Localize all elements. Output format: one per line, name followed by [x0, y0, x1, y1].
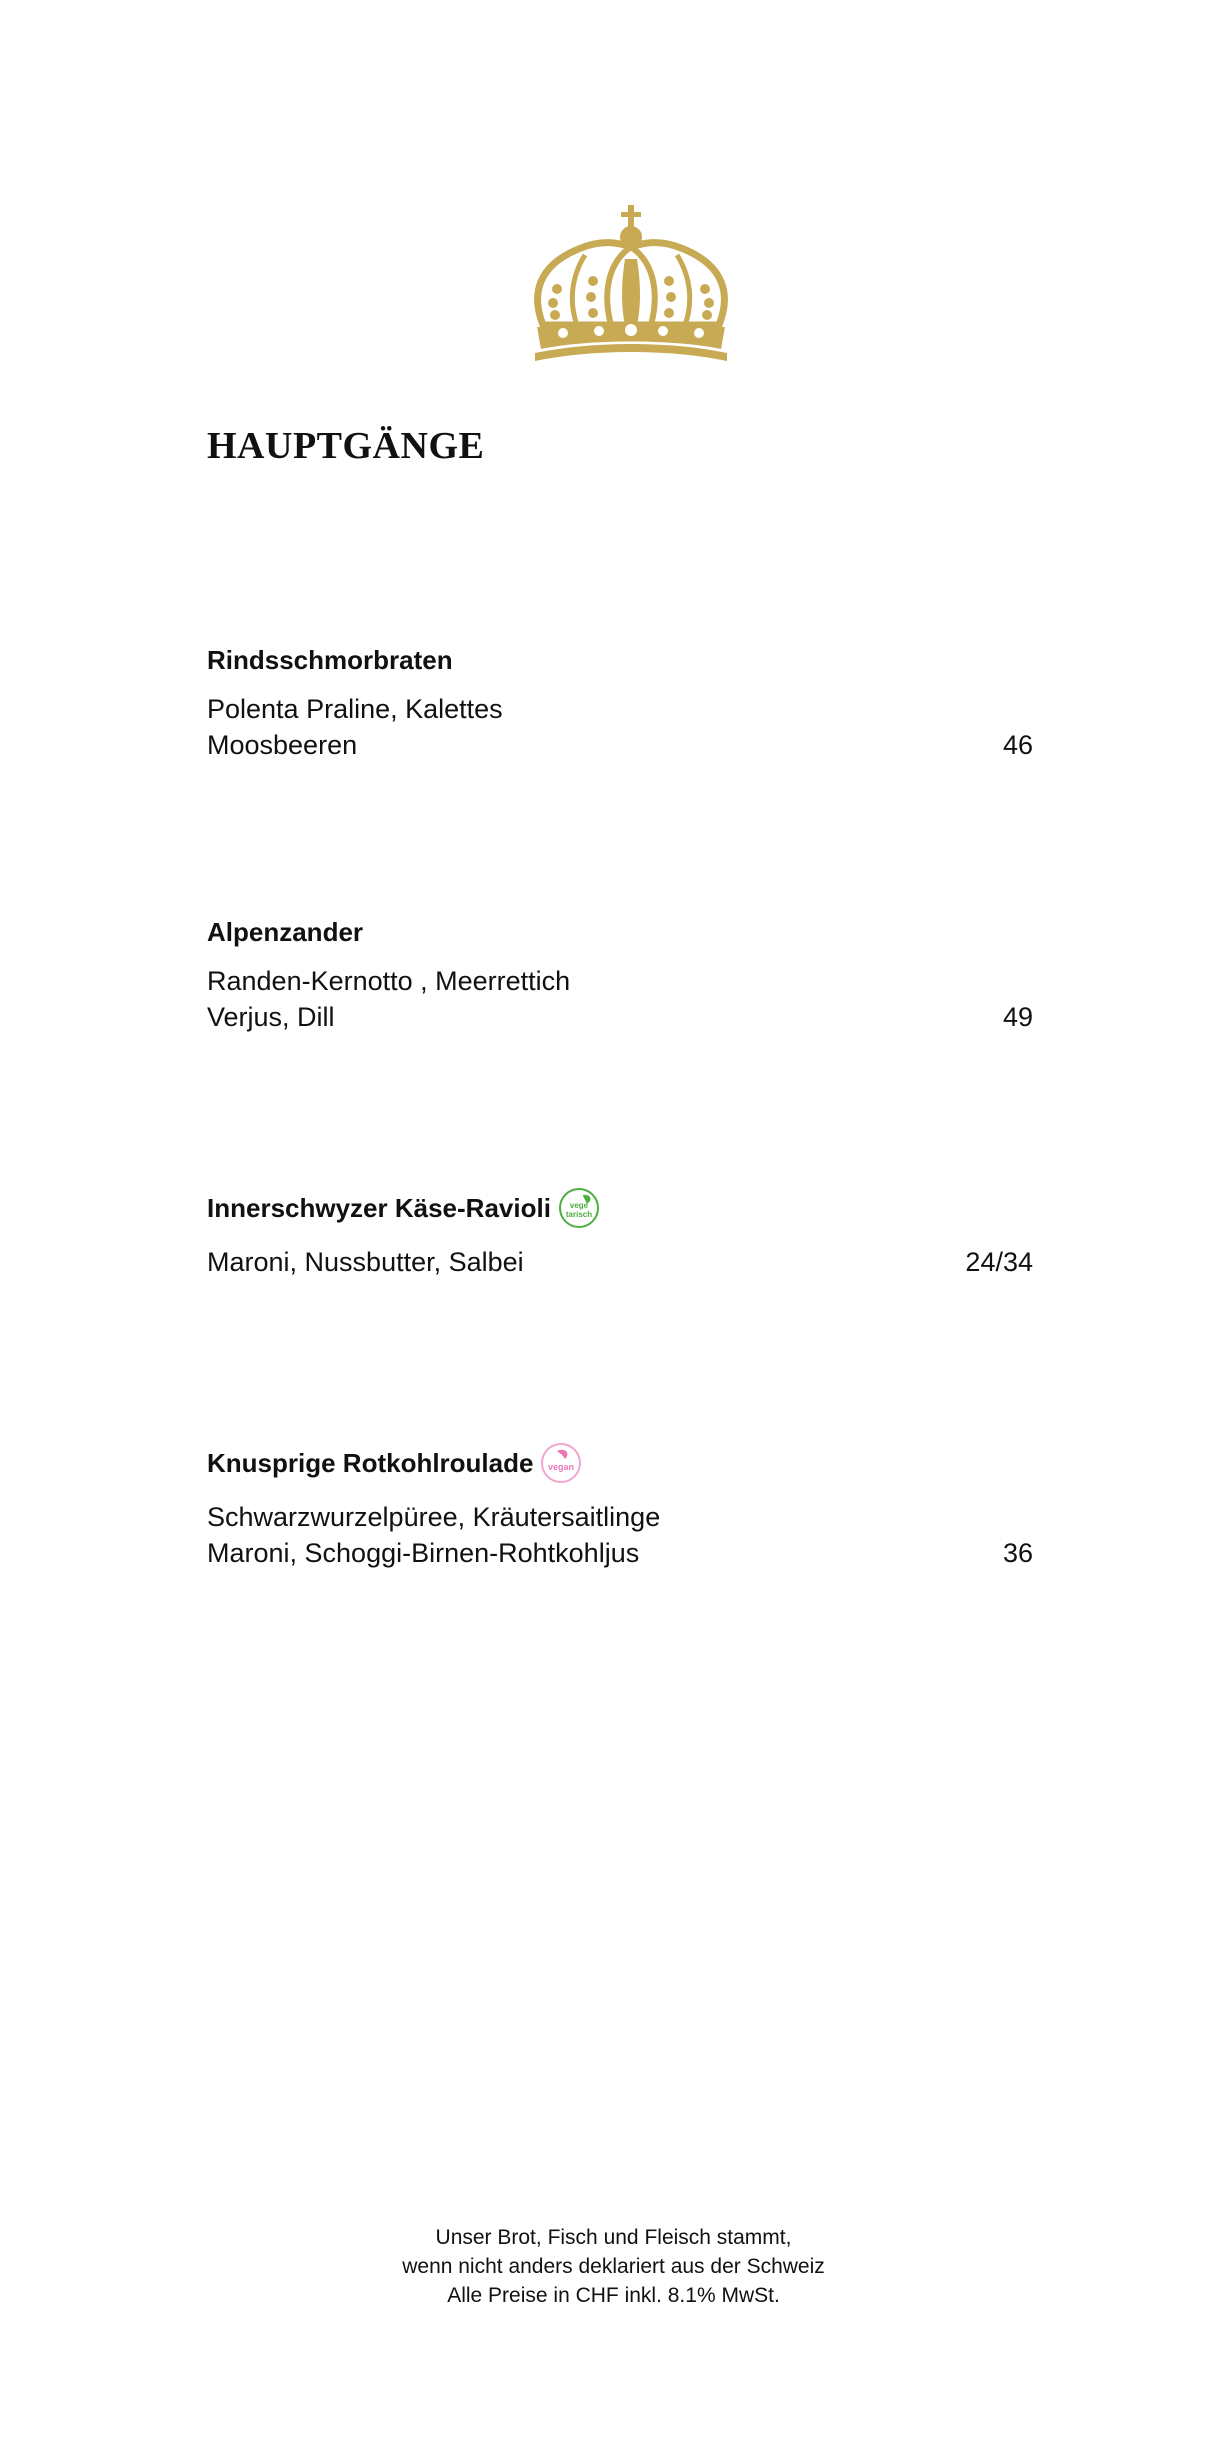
dish-name: Knusprige Rotkohlroulade [207, 1448, 534, 1478]
page-title: HAUPTGÄNGE [207, 425, 485, 467]
vegetarian-label-top: vege [569, 1201, 589, 1210]
vegetarian-label-bottom: tarisch [565, 1210, 593, 1219]
dish-description-line: Maroni, Schoggi-Birnen-Rohtkohljus [207, 1538, 640, 1568]
dish-description [207, 963, 1033, 1035]
menu-item [207, 915, 1033, 1035]
dish-description-line: Polenta Praline, Kalettes [207, 694, 503, 724]
dish-description-line: Schwarzwurzelpüree, Kräutersaitlinge [207, 1502, 661, 1532]
footer-line: Unser Brot, Fisch und Fleisch stammt, [435, 2226, 792, 2249]
menu-item [207, 643, 1033, 763]
dish-name: Rindsschmorbraten [207, 645, 453, 675]
dish-title [207, 643, 1033, 677]
footer-line: wenn nicht anders deklariert aus der Schweiz [402, 2255, 825, 2278]
dish-description-line: Moosbeeren [207, 730, 358, 760]
dish-description-line: Randen-Kernotto , Meerrettich [207, 966, 571, 996]
footer-note [0, 2223, 1227, 2310]
dish-price: 36 [1002, 1538, 1033, 1568]
dish-price: 24/34 [965, 1247, 1033, 1277]
menu-item [207, 1441, 1033, 1571]
dish-title [207, 1441, 1033, 1485]
dish-name: Alpenzander [207, 917, 364, 947]
dish-description-line: Verjus, Dill [207, 1002, 335, 1032]
dish-name: Innerschwyzer Käse-Ravioli [207, 1193, 551, 1223]
dish-price: 49 [1002, 1002, 1033, 1032]
dish-description-line: Maroni, Nussbutter, Salbei [207, 1247, 524, 1277]
vegan-icon [539, 1441, 583, 1485]
dish-title [207, 1186, 1033, 1230]
dish-description [207, 691, 1033, 763]
crown-logo [523, 203, 739, 363]
dish-description [207, 1499, 1033, 1571]
footer-line: Alle Preise in CHF inkl. 8.1% MwSt. [447, 2284, 780, 2307]
dish-description [207, 1244, 1033, 1280]
vegetarian-icon [557, 1186, 601, 1230]
vegan-label: vegan [548, 1462, 575, 1472]
menu-item [207, 1186, 1033, 1280]
dish-price: 46 [1002, 730, 1033, 760]
dish-title [207, 915, 1033, 949]
